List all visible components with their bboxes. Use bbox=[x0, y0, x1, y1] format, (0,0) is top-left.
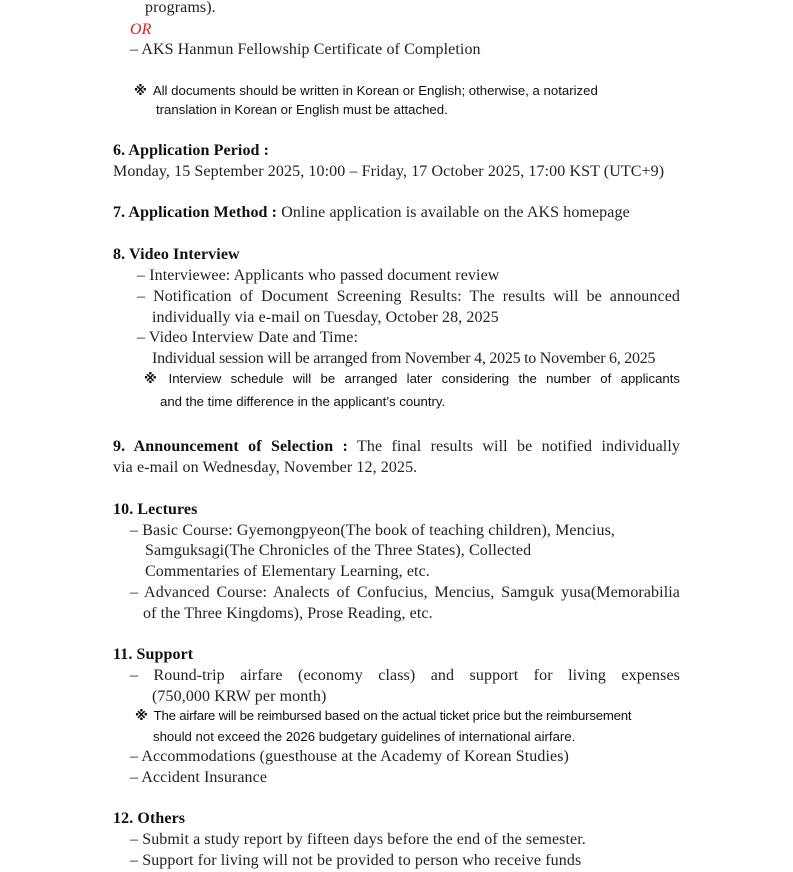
interview-note-text: Interview schedule will be arranged later considering the number of applicants bbox=[168, 371, 680, 386]
interview-note-line1 bbox=[144, 370, 680, 388]
airfare-note-line2: should not exceed the 2026 budgetary guidelines of international airfare. bbox=[153, 729, 576, 744]
section9-line1 bbox=[113, 437, 680, 457]
interview-date-text: Individual session will be arranged from November 4, 2025 to November 6, 2025 bbox=[152, 350, 656, 367]
airfare-item-line1: – Round-trip airfare (economy class) and support for living expenses bbox=[130, 667, 680, 684]
airfare-item-line2: (750,000 KRW per month) bbox=[152, 688, 327, 705]
notification-item-line1: – Notification of Document Screening Results: The results will be announced bbox=[137, 288, 680, 305]
basic-course-line1: – Basic Course: Gyemongpyeon(The book of teaching children), Mencius, bbox=[130, 522, 616, 539]
note-reference-mark: ※ bbox=[134, 83, 147, 98]
basic-course-line3: Commentaries of Elementary Learning, etc. bbox=[145, 563, 430, 580]
documents-note-line2: translation in Korean or English must be attached. bbox=[156, 102, 448, 117]
airfare-note-text: The airfare will be reimbursed based on the actual ticket price but the reimbursement bbox=[153, 708, 632, 723]
announcement-text-line2: via e-mail on Wednesday, November 12, 2025. bbox=[113, 459, 418, 476]
section7-line bbox=[113, 203, 630, 223]
note-reference-mark: ※ bbox=[135, 708, 148, 723]
study-report-item: – Submit a study report by fifteen days before the end of the semester. bbox=[130, 831, 586, 848]
basic-course-line2: Samguksagi(The Chronicles of the Three States), Collected bbox=[145, 542, 532, 559]
section7-heading: 7. Application Method : bbox=[113, 204, 278, 221]
interview-note-line2: and the time difference in the applicant’s country. bbox=[160, 394, 446, 409]
section10-heading: 10. Lectures bbox=[113, 501, 198, 518]
or-label: OR bbox=[130, 21, 152, 38]
announcement-text-line1: The final results will be notified individually bbox=[356, 438, 681, 455]
programs-tail-text: programs). bbox=[145, 0, 216, 16]
notification-item-line2: individually via e-mail on Tuesday, October 28, 2025 bbox=[152, 309, 499, 326]
airfare-note-line1 bbox=[135, 707, 631, 725]
living-support-item: – Support for living will not be provided to person who receive funds bbox=[130, 852, 582, 869]
advanced-course-line2: of the Three Kingdoms), Prose Reading, etc. bbox=[143, 605, 433, 622]
documents-note-text: All documents should be written in Korean or English; otherwise, a notarized bbox=[152, 83, 598, 98]
section6-heading: 6. Application Period : bbox=[113, 142, 270, 159]
interview-date-label: – Video Interview Date and Time: bbox=[137, 329, 359, 346]
section8-heading: 8. Video Interview bbox=[113, 246, 240, 263]
insurance-item: – Accident Insurance bbox=[130, 769, 268, 786]
certificate-item: – AKS Hanmun Fellowship Certificate of Completion bbox=[130, 41, 481, 58]
documents-note-line1 bbox=[134, 82, 598, 100]
advanced-course-line1: – Advanced Course: Analects of Confucius, Mencius, Samguk yusa(Memorabilia bbox=[130, 584, 680, 601]
application-period-text: Monday, 15 September 2025, 10:00 – Friday, 17 October 2025, 17:00 KST (UTC+9) bbox=[113, 163, 665, 180]
section11-heading: 11. Support bbox=[113, 646, 194, 663]
section12-heading: 12. Others bbox=[113, 810, 186, 827]
section9-heading: 9. Announcement of Selection : bbox=[113, 438, 348, 455]
accommodations-item: – Accommodations (guesthouse at the Academy of Korean Studies) bbox=[130, 748, 569, 765]
note-reference-mark: ※ bbox=[144, 371, 163, 386]
interviewee-item: – Interviewee: Applicants who passed document review bbox=[137, 267, 500, 284]
application-method-text: Online application is available on the AKS homepage bbox=[281, 204, 630, 221]
